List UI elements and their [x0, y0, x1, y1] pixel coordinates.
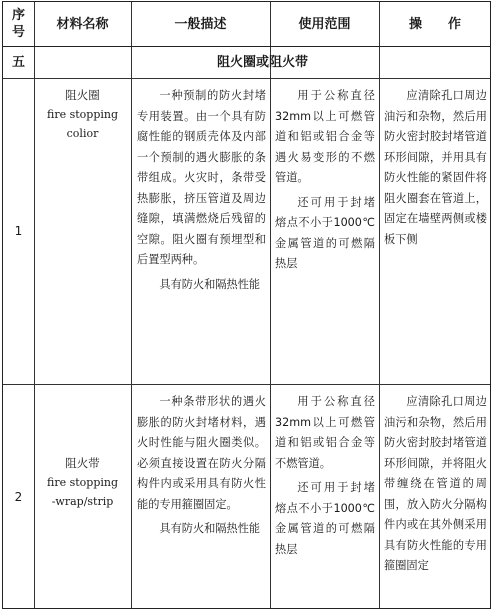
operation-paragraph: 应清除孔口周边油污和杂物，然后用防火密封胶封堵管道环形间隙，并用具有防火性能的紧固件将阻火圈套在管道上，固定在墙壁两侧或楼板下侧 — [384, 89, 487, 246]
material-name-cn: 阻火带 — [65, 456, 100, 470]
material-description — [137, 86, 266, 295]
material-name-en: fire stopping -wrap/strip — [46, 476, 119, 508]
usage-scope — [275, 392, 375, 560]
operation — [384, 86, 487, 250]
description-paragraph: 一种条带形状的遇火膨胀的防火封堵材料，遇火时性能与阻火圈类似。必须直接设置在防火分隔构件内或采用具有防火性能的专用箍圈固定。 — [137, 395, 266, 511]
section-title: 阻火圈或阻火带 — [216, 54, 308, 70]
material-description — [137, 392, 266, 540]
usage-scope — [275, 86, 375, 275]
description-paragraph: 具有防火和隔热性能 — [159, 522, 261, 535]
material-name — [34, 86, 131, 143]
description-paragraph: 一种预制的防火封堵专用装置。由一个具有防腐性能的钢质壳体及内部一个预制的遇火膨胀的条带组成。火灾时，条带受热膨胀，挤压管道及周边缝隙，填满燃烧后残留的空隙。阻火圈有预埋型和后置型两种。 — [137, 89, 266, 266]
column-divider — [379, 2, 380, 608]
section-number: 五 — [11, 54, 25, 70]
scope-paragraph: 用于公称直径32mm以上可燃管道和铝或铝合金等不燃管道。 — [275, 395, 375, 470]
column-divider — [270, 2, 271, 608]
material-name-en: fire stopping colior — [46, 108, 119, 140]
scope-paragraph: 用于公称直径32mm以上可燃管道和铝或铝合金等遇火易变形的不燃管道。 — [275, 89, 375, 184]
scope-paragraph: 还可用于封堵熔点不小于1000℃金属管道的可燃隔热层 — [275, 481, 375, 556]
scope-paragraph: 还可用于封堵熔点不小于1000℃金属管道的可燃隔热层 — [275, 195, 375, 270]
header-seq: 序 号 — [11, 8, 25, 40]
material-table — [2, 1, 491, 609]
row-number: 1 — [14, 224, 23, 238]
header-desc: 一般描述 — [174, 16, 227, 32]
header-scope: 使用范围 — [298, 16, 351, 32]
column-divider — [131, 2, 132, 608]
operation — [384, 392, 487, 577]
row-divider — [3, 384, 490, 385]
material-name — [34, 454, 131, 511]
description-paragraph: 具有防火和隔热性能 — [159, 277, 261, 291]
row-number: 2 — [14, 490, 23, 504]
material-name-cn: 阻火圈 — [65, 88, 100, 102]
header-name: 材料名称 — [56, 16, 109, 32]
operation-paragraph: 应清除孔口周边油污和杂物，然后用防火密封胶封堵管道环形间隙，并将阻火带缠绕在管道的周围，放入防火分隔构件内或在其外侧采用具有防火性能的专用箍圈固定 — [384, 395, 487, 572]
row-divider — [3, 78, 490, 79]
header-op: 操 作 — [408, 16, 461, 32]
